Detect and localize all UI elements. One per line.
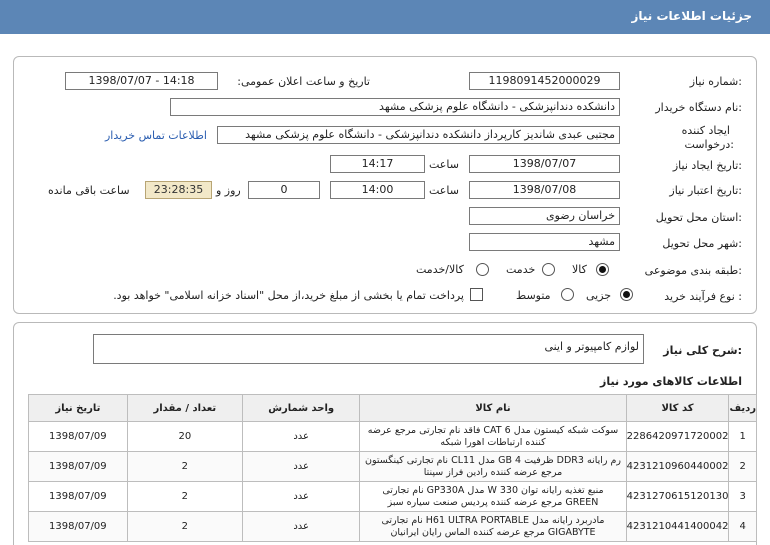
valid-time-field: 14:00: [330, 181, 425, 199]
table-row: [29, 422, 757, 452]
city-field: مشهد: [469, 233, 620, 251]
summary-field: لوازم کامپیوتر و اینی: [93, 334, 644, 364]
col-header-index: ردیف: [729, 395, 757, 422]
row-name: منبع تغذیه رایانه توان 330 W مدل GP330A نام تجارتی GREEN مرجع عرضه کننده پردیس صنعت سیاره سبز: [360, 482, 626, 512]
category-goods-label: کالا: [572, 263, 587, 276]
buyer-contact-link[interactable]: اطلاعات تماس خریدار: [105, 129, 207, 142]
create-date-label: تاریخ ایجاد نیاز:: [672, 159, 742, 172]
process-label: نوع فرآیند خرید :: [664, 290, 742, 303]
items-section-title: اطلاعات کالاهای مورد نیاز: [600, 375, 742, 388]
countdown-timer: 23:28:35: [145, 181, 212, 199]
summary-label: شرح کلی نیاز:: [663, 344, 742, 357]
col-header-qty: تعداد / مقدار: [127, 395, 242, 422]
table-row: [29, 452, 757, 482]
row-index: 3: [729, 482, 757, 512]
table-row: [29, 482, 757, 512]
row-index: 1: [729, 422, 757, 452]
create-time-field: 14:17: [330, 155, 425, 173]
city-label: شهر محل تحویل:: [662, 237, 742, 250]
row-code: 2286420971720002: [626, 422, 729, 452]
row-unit: عدد: [242, 512, 359, 542]
valid-date-field: 1398/07/08: [469, 181, 620, 199]
valid-time-label: ساعت: [429, 184, 459, 197]
col-header-unit: واحد شمارش: [242, 395, 359, 422]
row-unit: عدد: [242, 452, 359, 482]
category-service-label: خدمت: [506, 263, 536, 276]
category-both-label: کالا/خدمت: [416, 263, 464, 276]
row-qty: 2: [127, 482, 242, 512]
remaining-days-field: 0: [248, 181, 320, 199]
items-table: [28, 394, 757, 542]
valid-date-label: تاریخ اعتبار نیاز:: [669, 184, 742, 197]
creator-label-line1: ایجاد کننده: [681, 124, 730, 137]
row-date: 1398/07/09: [29, 512, 128, 542]
treasury-payment-checkbox[interactable]: [470, 288, 483, 301]
need-number-label: شماره نیاز:: [689, 75, 742, 88]
create-time-label: ساعت: [429, 158, 459, 171]
category-goods-radio[interactable]: [596, 263, 609, 276]
announce-field: 1398/07/07 - 14:18: [65, 72, 218, 90]
row-name: مادربرد رایانه مدل H61 ULTRA PORTABLE نام تجارتی GIGABYTE مرجع عرضه کننده الماس رایان ایرانیان: [360, 512, 626, 542]
announce-label: تاریخ و ساعت اعلان عمومی:: [237, 75, 370, 88]
table-row: [29, 512, 757, 542]
process-minor-radio[interactable]: [620, 288, 633, 301]
row-name: سوکت شبکه کیستون مدل CAT 6 فاقد نام تجارتی مرجع عرضه کننده ارتباطات اهورا شبکه: [360, 422, 626, 452]
row-date: 1398/07/09: [29, 482, 128, 512]
row-unit: عدد: [242, 422, 359, 452]
need-number-field: 1198091452000029: [469, 72, 620, 90]
province-label: استان محل تحویل:: [655, 211, 742, 224]
row-index: 4: [729, 512, 757, 542]
col-header-date: تاریخ نیاز: [29, 395, 128, 422]
row-qty: 20: [127, 422, 242, 452]
category-label: طبقه بندی موضوعی:: [644, 264, 742, 277]
row-name: رم رایانه DDR3 ظرفیت 4 GB مدل CL11 نام تجارتی کینگستون مرجع عرضه کننده رادین فراز سپنتا: [360, 452, 626, 482]
row-qty: 2: [127, 512, 242, 542]
row-code: 4231270615120130: [626, 482, 729, 512]
row-date: 1398/07/09: [29, 452, 128, 482]
creator-label-line2: درخواست:: [684, 138, 734, 151]
process-medium-label: متوسط: [516, 289, 551, 302]
row-unit: عدد: [242, 482, 359, 512]
province-field: خراسان رضوی: [469, 207, 620, 225]
category-service-radio[interactable]: [542, 263, 555, 276]
row-code: 4231210960440002: [626, 452, 729, 482]
row-qty: 2: [127, 452, 242, 482]
row-date: 1398/07/09: [29, 422, 128, 452]
page-title: جزئیات اطلاعات نیاز: [631, 9, 752, 23]
remaining-label: ساعت باقی مانده: [48, 184, 130, 197]
treasury-payment-note: پرداخت تمام یا بخشی از مبلغ خرید،از محل "اسناد خزانه اسلامی" خواهد بود.: [113, 289, 464, 302]
row-code: 4231210441400042: [626, 512, 729, 542]
col-header-name: نام کالا: [360, 395, 626, 422]
col-header-code: کد کالا: [626, 395, 729, 422]
create-date-field: 1398/07/07: [469, 155, 620, 173]
creator-field: مجتبی عبدی شاندیز کارپرداز دانشکده دندانپزشکی - دانشگاه علوم پزشکی مشهد: [217, 126, 620, 144]
category-both-radio[interactable]: [476, 263, 489, 276]
process-medium-radio[interactable]: [561, 288, 574, 301]
buyer-field: دانشکده دندانپزشکی - دانشگاه علوم پزشکی مشهد: [170, 98, 620, 116]
days-label: روز و: [216, 184, 241, 197]
title-bar: [0, 0, 770, 34]
buyer-label: نام دستگاه خریدار:: [655, 101, 742, 114]
row-index: 2: [729, 452, 757, 482]
process-minor-label: جزیی: [586, 289, 612, 302]
